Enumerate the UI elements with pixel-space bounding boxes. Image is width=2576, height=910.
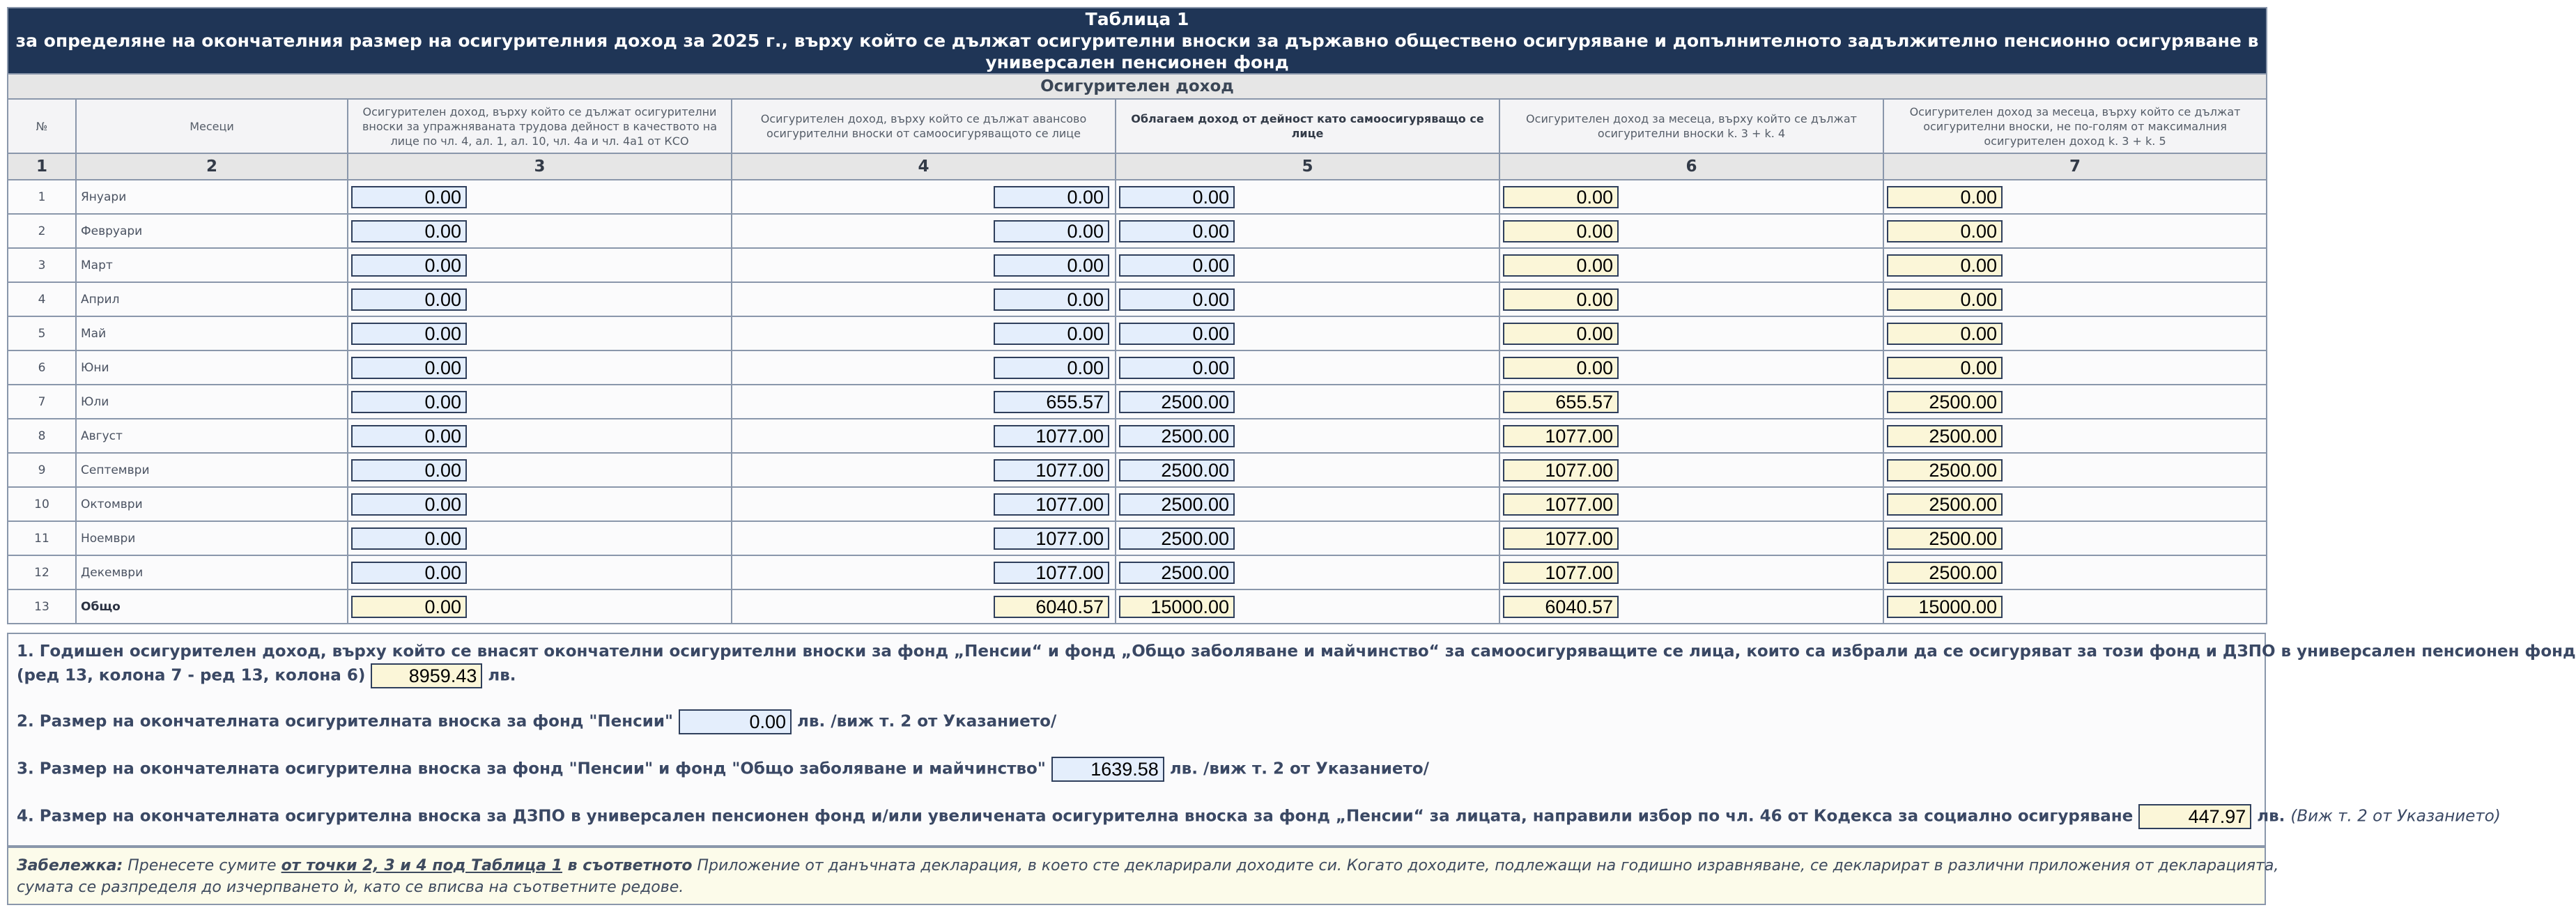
month-name: Ноември <box>76 521 348 555</box>
amount-field-col-6[interactable]: 0.00 <box>1503 186 1619 208</box>
cell-container <box>732 488 1115 520</box>
amount-field-col-3[interactable]: 0.00 <box>351 425 467 447</box>
col-header-months: Месеци <box>76 99 348 153</box>
note-item-4-ref: (Виж т. 2 от Указанието) <box>2290 807 2501 826</box>
cell-container <box>1884 556 2266 589</box>
amount-field-col-5[interactable]: 2500.00 <box>1119 459 1235 481</box>
cell-col-6 <box>1499 487 1883 521</box>
cell-col-3 <box>348 282 732 316</box>
cell-container <box>1500 454 1883 486</box>
cell-col-6 <box>1499 316 1883 350</box>
cell-container <box>732 249 1115 282</box>
cell-col-3 <box>348 453 732 487</box>
cell-col-4 <box>732 248 1116 282</box>
cell-col-6 <box>1499 350 1883 385</box>
remark-part-1: Пренесете сумите <box>123 857 281 874</box>
amount-field-col-3[interactable]: 0.00 <box>351 459 467 481</box>
table-row <box>8 487 2267 521</box>
note-item-1-line2 <box>17 663 516 688</box>
pension-sickness-contribution-field[interactable]: 1639.58 <box>1051 757 1164 782</box>
cell-container <box>1116 249 1499 282</box>
cell-col-5 <box>1116 385 1499 419</box>
cell-col-3 <box>348 487 732 521</box>
table-row <box>8 419 2267 453</box>
row-number: 3 <box>8 248 76 282</box>
amount-field-col-3[interactable]: 0.00 <box>351 596 467 618</box>
cell-col-6 <box>1499 385 1883 419</box>
group-header: Осигурителен доход <box>8 74 2267 99</box>
amount-field-col-7[interactable]: 2500.00 <box>1887 425 2003 447</box>
remark-part-2: в съответното <box>562 857 693 874</box>
month-name: Декември <box>76 555 348 589</box>
cell-container <box>1116 488 1499 520</box>
amount-field-col-6[interactable]: 1077.00 <box>1503 425 1619 447</box>
table-row <box>8 350 2267 385</box>
amount-field-col-7[interactable]: 15000.00 <box>1887 596 2003 618</box>
note-item-4 <box>17 804 2501 829</box>
cell-col-6 <box>1499 453 1883 487</box>
pension-contribution-field[interactable]: 0.00 <box>679 709 792 734</box>
amount-field-col-4[interactable]: 0.00 <box>994 220 1109 242</box>
cell-container <box>1884 317 2266 350</box>
note-item-4-text: 4. Размер на окончателната осигурителна вноска за ДЗПО в универсален пенсионен фонд и/или увеличената осигурителна вноска за фонд „Пенсии“ за лицата, направили избор по чл. 46 от Кодекса за социално осигуряване <box>17 807 2134 826</box>
cell-col-6 <box>1499 555 1883 589</box>
table-subtitle: за определяне на окончателния размер на осигурителния доход за 2025 г., върху който се дължат осигурителни вноски за държавно обществено осигуряване и допълнителното задължително пенсионно осигуряване в универсален пенсионен фонд <box>15 31 2259 72</box>
cell-col-5 <box>1116 350 1499 385</box>
amount-field-col-7[interactable]: 0.00 <box>1887 220 2003 242</box>
row-number: 9 <box>8 453 76 487</box>
amount-field-col-4[interactable]: 0.00 <box>994 357 1109 379</box>
cell-container <box>1500 283 1883 316</box>
col-number-3: 3 <box>348 153 732 180</box>
amount-field-col-5[interactable]: 0.00 <box>1119 357 1235 379</box>
amount-field-col-7[interactable]: 0.00 <box>1887 254 2003 277</box>
cell-col-4 <box>732 419 1116 453</box>
amount-field-col-4[interactable]: 655.57 <box>994 391 1109 413</box>
note-item-4-unit: лв. <box>2257 807 2285 826</box>
amount-field-col-5[interactable]: 15000.00 <box>1119 596 1235 618</box>
cell-col-3 <box>348 385 732 419</box>
cell-col-5 <box>1116 316 1499 350</box>
col-header-3: Осигурителен доход, върху който се дължат осигурителни вноски за упражняваната трудова дейност в качеството на лице по чл. 4, ал. 1, ал. 10, чл. 4а и чл. 4а1 от КСО <box>348 99 732 153</box>
cell-col-3 <box>348 589 732 624</box>
cell-col-7 <box>1883 487 2267 521</box>
cell-container <box>1116 351 1499 384</box>
cell-container <box>1500 419 1883 452</box>
table-row <box>8 248 2267 282</box>
cell-col-7 <box>1883 589 2267 624</box>
remark-label: Забележка: <box>17 857 123 874</box>
cell-col-7 <box>1883 282 2267 316</box>
col-number-2: 2 <box>76 153 348 180</box>
cell-col-4 <box>732 555 1116 589</box>
cell-col-4 <box>732 350 1116 385</box>
table-row <box>8 555 2267 589</box>
col-number-1: 1 <box>8 153 76 180</box>
cell-container <box>1884 419 2266 452</box>
col-number-5: 5 <box>1116 153 1499 180</box>
col-header-4: Осигурителен доход, върху който се дължат авансово осигурителни вноски от самоосигуряващото се лице <box>732 99 1116 153</box>
total-label: Общо <box>76 589 348 624</box>
cell-col-6 <box>1499 214 1883 248</box>
cell-col-7 <box>1883 453 2267 487</box>
remark-line-1 <box>17 855 2279 877</box>
cell-container <box>348 488 731 520</box>
cell-container <box>1884 522 2266 555</box>
table-row <box>8 180 2267 214</box>
col-header-5: Облагаем доход от дейност като самоосигуряващо се лице <box>1116 99 1499 153</box>
amount-field-col-5[interactable]: 2500.00 <box>1119 562 1235 584</box>
row-number: 10 <box>8 487 76 521</box>
table-row <box>8 316 2267 350</box>
cell-container <box>1116 317 1499 350</box>
cell-container <box>1500 180 1883 213</box>
amount-field-col-6[interactable]: 6040.57 <box>1503 596 1619 618</box>
cell-container <box>732 419 1115 452</box>
amount-field-col-7[interactable]: 0.00 <box>1887 186 2003 208</box>
cell-col-7 <box>1883 316 2267 350</box>
amount-field-col-6[interactable]: 1077.00 <box>1503 459 1619 481</box>
cell-col-6 <box>1499 248 1883 282</box>
amount-field-col-7[interactable]: 0.00 <box>1887 288 2003 311</box>
month-name: Юли <box>76 385 348 419</box>
cell-col-5 <box>1116 555 1499 589</box>
row-number: 5 <box>8 316 76 350</box>
cell-container <box>1500 385 1883 418</box>
cell-container <box>732 385 1115 418</box>
cell-container <box>1884 385 2266 418</box>
remark-part-3: Приложение от данъчната декларация, в което сте декларирали доходите си. Когато доходите, подлежащи на годишно изравняване, се декларират в различни приложения от декларацията, <box>692 857 2279 874</box>
month-name: Август <box>76 419 348 453</box>
cell-container <box>1500 249 1883 282</box>
remark-line-2: сумата се разпределя до изчерпването ѝ, като се вписва на съответните редове. <box>17 879 684 896</box>
amount-field-col-4[interactable]: 1077.00 <box>994 527 1109 550</box>
amount-field-col-5[interactable]: 0.00 <box>1119 288 1235 311</box>
cell-col-4 <box>732 521 1116 555</box>
table-row <box>8 521 2267 555</box>
cell-container <box>1884 351 2266 384</box>
cell-container <box>1500 522 1883 555</box>
amount-field-col-6[interactable]: 1077.00 <box>1503 562 1619 584</box>
month-name: Септември <box>76 453 348 487</box>
amount-field-col-3[interactable]: 0.00 <box>351 186 467 208</box>
cell-col-3 <box>348 180 732 214</box>
amount-field-col-7[interactable]: 0.00 <box>1887 323 2003 345</box>
amount-field-col-3[interactable]: 0.00 <box>351 323 467 345</box>
note-item-2 <box>17 709 1056 734</box>
note-item-1-unit: лв. <box>488 666 516 685</box>
note-item-3 <box>17 757 1429 782</box>
row-number: 2 <box>8 214 76 248</box>
amount-field-col-6[interactable]: 655.57 <box>1503 391 1619 413</box>
month-name: Януари <box>76 180 348 214</box>
cell-container <box>348 385 731 418</box>
cell-container <box>732 283 1115 316</box>
table-title <box>8 8 2267 74</box>
amount-field-col-4[interactable]: 1077.00 <box>994 562 1109 584</box>
amount-field-col-3[interactable]: 0.00 <box>351 562 467 584</box>
cell-container <box>348 522 731 555</box>
cell-col-7 <box>1883 555 2267 589</box>
amount-field-col-4[interactable]: 0.00 <box>994 288 1109 311</box>
month-name: Април <box>76 282 348 316</box>
note-item-2-text: 2. Размер на окончателната осигурителнатa вноска за фонд "Пенсии" <box>17 712 674 731</box>
cell-col-5 <box>1116 180 1499 214</box>
cell-col-5 <box>1116 589 1499 624</box>
cell-col-4 <box>732 282 1116 316</box>
amount-field-col-7[interactable]: 2500.00 <box>1887 493 2003 516</box>
cell-col-5 <box>1116 453 1499 487</box>
cell-container <box>1884 215 2266 247</box>
cell-container <box>732 556 1115 589</box>
row-number: 6 <box>8 350 76 385</box>
cell-container <box>1884 488 2266 520</box>
amount-field-col-4[interactable]: 0.00 <box>994 186 1109 208</box>
month-name: Май <box>76 316 348 350</box>
cell-container <box>348 454 731 486</box>
cell-container <box>1116 215 1499 247</box>
cell-container <box>1500 351 1883 384</box>
cell-container <box>1116 590 1499 623</box>
amount-field-col-5[interactable]: 0.00 <box>1119 186 1235 208</box>
cell-container <box>348 215 731 247</box>
cell-container <box>1884 283 2266 316</box>
cell-container <box>1116 180 1499 213</box>
row-number: 12 <box>8 555 76 589</box>
amount-field-col-6[interactable]: 0.00 <box>1503 288 1619 311</box>
amount-field-col-4[interactable]: 0.00 <box>994 323 1109 345</box>
cell-container <box>1500 317 1883 350</box>
cell-col-4 <box>732 385 1116 419</box>
amount-field-col-5[interactable]: 2500.00 <box>1119 425 1235 447</box>
cell-col-3 <box>348 350 732 385</box>
amount-field-col-4[interactable]: 1077.00 <box>994 425 1109 447</box>
table-row <box>8 453 2267 487</box>
cell-col-7 <box>1883 350 2267 385</box>
amount-field-col-4[interactable]: 0.00 <box>994 254 1109 277</box>
row-number: 7 <box>8 385 76 419</box>
row-number: 1 <box>8 180 76 214</box>
cell-container <box>1884 249 2266 282</box>
cell-col-5 <box>1116 419 1499 453</box>
cell-col-3 <box>348 248 732 282</box>
amount-field-col-5[interactable]: 0.00 <box>1119 254 1235 277</box>
cell-container <box>348 556 731 589</box>
month-name: Юни <box>76 350 348 385</box>
cell-col-6 <box>1499 589 1883 624</box>
table-title-text: Таблица 1 <box>1085 9 1189 29</box>
annual-income-field[interactable]: 8959.43 <box>371 663 482 688</box>
note-item-3-suffix: лв. /виж т. 2 от Указанието/ <box>1169 759 1430 778</box>
cell-col-7 <box>1883 248 2267 282</box>
cell-container <box>732 351 1115 384</box>
cell-col-6 <box>1499 180 1883 214</box>
col-number-7: 7 <box>1883 153 2267 180</box>
cell-col-6 <box>1499 282 1883 316</box>
table-body <box>8 180 2267 624</box>
row-number: 11 <box>8 521 76 555</box>
month-name: Октомври <box>76 487 348 521</box>
cell-col-4 <box>732 214 1116 248</box>
amount-field-col-5[interactable]: 2500.00 <box>1119 391 1235 413</box>
cell-container <box>1884 590 2266 623</box>
cell-col-4 <box>732 180 1116 214</box>
cell-col-5 <box>1116 214 1499 248</box>
cell-col-3 <box>348 555 732 589</box>
cell-col-7 <box>1883 180 2267 214</box>
amount-field-col-3[interactable]: 0.00 <box>351 493 467 516</box>
amount-field-col-5[interactable]: 0.00 <box>1119 323 1235 345</box>
note-item-1-line1: 1. Годишен осигурителен доход, върху който се внасят окончателни осигурителни вноски за фонд „Пенсии“ и фонд „Общо заболяване и майчинство“ за самоосигуряващите се лица, които са избрали да се осигуряват за този фонд и ДЗПО в универсален пенсионен фонд <box>17 642 2576 661</box>
cell-container <box>732 215 1115 247</box>
cell-col-7 <box>1883 521 2267 555</box>
amount-field-col-3[interactable]: 0.00 <box>351 288 467 311</box>
amount-field-col-4[interactable]: 1077.00 <box>994 493 1109 516</box>
month-name: Февруари <box>76 214 348 248</box>
cell-container <box>348 180 731 213</box>
amount-field-col-7[interactable]: 0.00 <box>1887 357 2003 379</box>
remark-box <box>7 847 2279 905</box>
table-wrapper <box>7 7 2266 624</box>
cell-container <box>348 249 731 282</box>
cell-col-5 <box>1116 521 1499 555</box>
amount-field-col-5[interactable]: 0.00 <box>1119 220 1235 242</box>
table-row <box>8 385 2267 419</box>
cell-container <box>348 419 731 452</box>
cell-container <box>732 590 1115 623</box>
note-item-2-suffix: лв. /виж т. 2 от Указанието/ <box>797 712 1057 731</box>
cell-col-6 <box>1499 521 1883 555</box>
amount-field-col-3[interactable]: 0.00 <box>351 527 467 550</box>
cell-container <box>1116 556 1499 589</box>
col-number-4: 4 <box>732 153 1116 180</box>
amount-field-col-6[interactable]: 0.00 <box>1503 220 1619 242</box>
cell-container <box>732 317 1115 350</box>
amount-field-col-6[interactable]: 1077.00 <box>1503 493 1619 516</box>
amount-field-col-6[interactable]: 1077.00 <box>1503 527 1619 550</box>
col-header-number: № <box>8 99 76 153</box>
amount-field-col-3[interactable]: 0.00 <box>351 357 467 379</box>
cell-container <box>348 351 731 384</box>
cell-col-5 <box>1116 248 1499 282</box>
amount-field-col-3[interactable]: 0.00 <box>351 391 467 413</box>
cell-container <box>1116 283 1499 316</box>
cell-container <box>1116 419 1499 452</box>
cell-container <box>1884 180 2266 213</box>
cell-container <box>348 590 731 623</box>
cell-col-4 <box>732 589 1116 624</box>
cell-col-3 <box>348 316 732 350</box>
cell-container <box>1884 454 2266 486</box>
col-header-6: Осигурителен доход за месеца, върху който се дължат осигурителни вноски k. 3 + k. 4 <box>1499 99 1883 153</box>
cell-col-5 <box>1116 487 1499 521</box>
cell-col-5 <box>1116 282 1499 316</box>
cell-container <box>348 283 731 316</box>
amount-field-col-7[interactable]: 2500.00 <box>1887 562 2003 584</box>
amount-field-col-3[interactable]: 0.00 <box>351 220 467 242</box>
amount-field-col-3[interactable]: 0.00 <box>351 254 467 277</box>
cell-col-4 <box>732 487 1116 521</box>
amount-field-col-7[interactable]: 2500.00 <box>1887 391 2003 413</box>
cell-container <box>1116 454 1499 486</box>
table-row <box>8 282 2267 316</box>
note-item-3-text: 3. Размер на окончателната осигурителна вноска за фонд "Пенсии" и фонд "Общо заболяване и майчинство" <box>17 759 1046 778</box>
cell-col-4 <box>732 453 1116 487</box>
cell-col-3 <box>348 419 732 453</box>
amount-field-col-6[interactable]: 0.00 <box>1503 254 1619 277</box>
cell-col-7 <box>1883 214 2267 248</box>
amount-field-col-4[interactable]: 6040.57 <box>994 596 1109 618</box>
amount-field-col-4[interactable]: 1077.00 <box>994 459 1109 481</box>
amount-field-col-5[interactable]: 2500.00 <box>1119 527 1235 550</box>
cell-container <box>732 522 1115 555</box>
amount-field-col-6[interactable]: 0.00 <box>1503 323 1619 345</box>
table-row <box>8 214 2267 248</box>
col-header-7: Осигурителен доход за месеца, върху който се дължат осигурителни вноски, не по-голям от максималния осигурителен доход k. 3 + k. 5 <box>1883 99 2267 153</box>
amount-field-col-6[interactable]: 0.00 <box>1503 357 1619 379</box>
cell-col-3 <box>348 521 732 555</box>
cell-container <box>1500 488 1883 520</box>
amount-field-col-7[interactable]: 2500.00 <box>1887 459 2003 481</box>
cell-col-7 <box>1883 385 2267 419</box>
cell-col-6 <box>1499 419 1883 453</box>
cell-container <box>1500 556 1883 589</box>
cell-container <box>732 454 1115 486</box>
cell-container <box>732 180 1115 213</box>
note-item-1-ref: (ред 13, колона 7 - ред 13, колона 6) <box>17 666 366 685</box>
amount-field-col-5[interactable]: 2500.00 <box>1119 493 1235 516</box>
row-number: 4 <box>8 282 76 316</box>
cell-container <box>1116 522 1499 555</box>
table-total-row <box>8 589 2267 624</box>
dzpo-contribution-field[interactable]: 447.97 <box>2138 804 2251 829</box>
cell-container <box>1500 215 1883 247</box>
summary-notes <box>7 633 2576 847</box>
cell-container <box>348 317 731 350</box>
income-table <box>7 7 2267 624</box>
cell-col-3 <box>348 214 732 248</box>
cell-col-7 <box>1883 419 2267 453</box>
remark-underlined: от точки 2, 3 и 4 под Таблица 1 <box>281 857 562 874</box>
amount-field-col-7[interactable]: 2500.00 <box>1887 527 2003 550</box>
cell-container <box>1116 385 1499 418</box>
month-name: Март <box>76 248 348 282</box>
row-number: 8 <box>8 419 76 453</box>
cell-col-4 <box>732 316 1116 350</box>
row-number: 13 <box>8 589 76 624</box>
cell-container <box>1500 590 1883 623</box>
col-number-6: 6 <box>1499 153 1883 180</box>
